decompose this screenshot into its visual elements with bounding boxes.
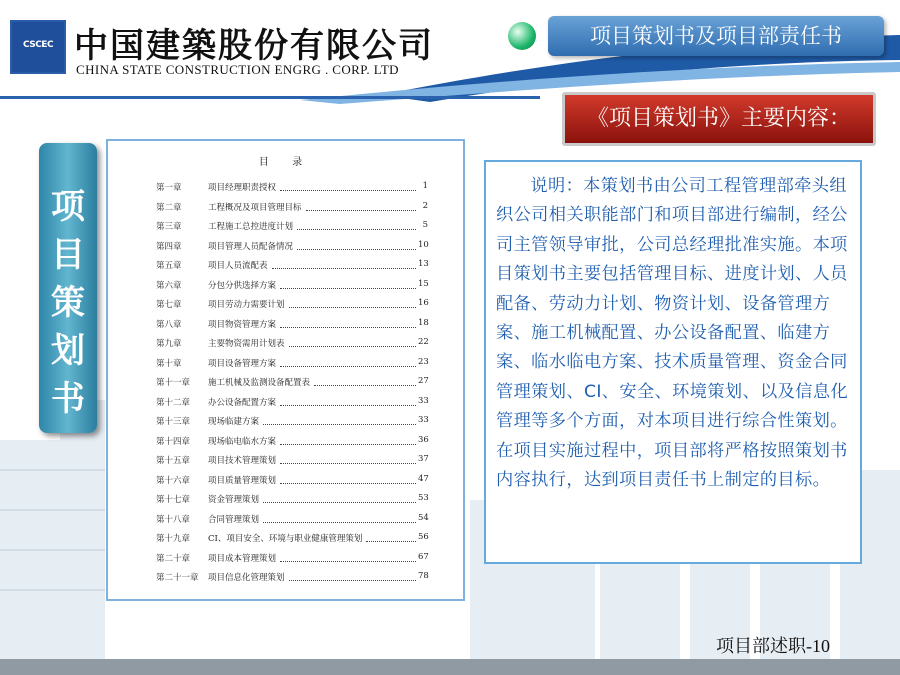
toc-item-name: 现场临电临水方案 [208,436,277,447]
toc-chapter: 第一章 [156,183,182,193]
toc-page-number: 13 [418,259,429,269]
toc-item-name: 资金管理策划 [208,495,260,505]
toc-page-number: 18 [418,317,429,328]
toc-page-number: 78 [418,571,429,581]
toc-item-name: 项目设备管理方案 [208,358,277,369]
toc-page-number: 37 [418,454,429,464]
toc-leader-dots [272,259,416,269]
toc-item-name: 项目成本管理策划 [208,553,277,564]
slide-title: 项目策划书及项目部责任书 [548,16,884,56]
toc-leader-dots [297,240,416,250]
toc-page-number: 54 [418,512,429,523]
toc-row [156,454,428,468]
toc-row [156,532,428,546]
toc-row [156,201,428,215]
toc-row [156,376,428,390]
toc-item-name: 现场临建方案 [208,417,260,427]
toc-chapter: 第二十章 [156,553,191,564]
company-logo [10,20,66,74]
toc-item-name: 项目信息化管理策划 [208,573,285,583]
toc-item-name: 项目物资管理方案 [208,319,277,330]
toc-leader-dots [280,454,416,464]
toc-item-name: 项目经理职责授权 [208,183,277,193]
toc-chapter: 第二章 [156,202,182,213]
toc-row [156,259,428,273]
toc-item-name: 项目管理人员配备情况 [208,241,294,252]
side-tab [39,143,97,433]
company-name-en: CHINA STATE CONSTRUCTION ENGRG . CORP. LTD [76,62,399,77]
toc-chapter: 第十八章 [156,514,191,525]
toc-row [156,298,428,312]
toc-leader-dots [289,298,416,308]
toc-chapter: 第五章 [156,261,182,271]
toc-chapter: 第九章 [156,339,182,349]
toc-chapter: 第十九章 [156,534,191,544]
toc-leader-dots [280,181,416,191]
toc-leader-dots [306,201,416,211]
toc-row [156,220,428,234]
toc-leader-dots [297,220,416,230]
toc-item-name: 施工机械及监测设备配置表 [208,378,311,388]
bottom-bar [0,659,900,675]
toc-page-number: 23 [418,356,429,367]
toc-chapter: 第二十一章 [156,573,199,583]
toc-chapter: 第六章 [156,280,182,291]
toc-chapter: 第四章 [156,241,182,252]
toc-page-number: 56 [418,532,429,542]
toc-item-name: 项目技术管理策划 [208,456,277,466]
toc-row [156,552,428,566]
toc-item-name: 主要物资需用计划表 [208,339,285,349]
toc-row [156,279,428,293]
toc-row [156,396,428,410]
logo-text: CSCEC [22,40,54,50]
toc-chapter: 第七章 [156,300,182,310]
toc-row [156,181,428,195]
toc-item-name: 分包分供选择方案 [208,280,277,291]
toc-chapter: 第十五章 [156,456,191,466]
toc-item-name: 办公设备配置方案 [208,397,277,408]
toc-item-name: 项目劳动力需要计划 [208,300,285,310]
toc-leader-dots [366,532,416,542]
toc-page-number: 67 [418,551,429,562]
toc-row [156,415,428,429]
toc-leader-dots [263,513,416,523]
toc-item-name: 项目人员流配表 [208,261,268,271]
description-box [484,160,862,564]
toc-item-name: 工程施工总控进度计划 [208,222,294,232]
side-tab-label: 项 目 策 划 书 [51,187,85,419]
toc-heading: 目 录 [258,157,313,168]
toc-leader-dots [289,571,416,581]
toc-row [156,240,428,254]
toc-leader-dots [280,279,416,289]
toc-page-number: 27 [418,376,429,386]
toc-row [156,337,428,351]
toc-item-name: 合同管理策划 [208,514,260,525]
toc-page-number: 1 [422,181,428,191]
toc-leader-dots [314,376,416,386]
toc-document [106,139,465,601]
toc-leader-dots [289,337,416,347]
toc-chapter: 第三章 [156,222,182,232]
toc-page-number: 47 [418,473,429,484]
section-heading: 《项目策划书》主要内容： [562,92,876,146]
toc-chapter: 第十章 [156,358,182,369]
toc-leader-dots [280,396,416,406]
green-ball-icon [508,22,536,50]
toc-page-number: 36 [418,434,429,445]
toc-page-number: 33 [418,415,429,425]
toc-chapter: 第十一章 [156,378,191,388]
company-name-cn: 中国建築股份有限公司 [74,26,434,66]
toc-page-number: 16 [418,298,429,308]
toc-chapter: 第十二章 [156,397,191,408]
toc-leader-dots [280,357,416,367]
toc-row [156,493,428,507]
toc-leader-dots [280,435,416,445]
toc-page-number: 53 [418,493,429,503]
toc-leader-dots [280,318,416,328]
toc-item-name: 项目质量管理策划 [208,475,277,486]
toc-row [156,435,428,449]
toc-chapter: 第十七章 [156,495,191,505]
toc-row [156,357,428,371]
toc-chapter: 第十三章 [156,417,191,427]
toc-item-name: 工程概况及项目管理目标 [208,202,302,213]
toc-page-number: 15 [418,278,429,289]
toc-leader-dots [280,552,416,562]
page-footer: 项目部述职-10 [716,636,830,656]
toc-page-number: 10 [418,239,429,250]
toc-chapter: 第十六章 [156,475,191,486]
toc-leader-dots [280,474,416,484]
toc-row [156,513,428,527]
toc-leader-dots [263,493,416,503]
toc-item-name: CI、项目安全、环境与职业健康管理策划 [208,534,363,544]
toc-row [156,571,428,585]
toc-chapter: 第八章 [156,319,182,330]
toc-leader-dots [263,415,416,425]
toc-page-number: 5 [422,220,428,230]
toc-row [156,318,428,332]
toc-chapter: 第十四章 [156,436,191,447]
toc-page-number: 2 [422,200,428,211]
toc-page-number: 33 [418,395,429,406]
toc-page-number: 22 [418,337,429,347]
description-text: 说明：本策划书由公司工程管理部牵头组织公司相关职能部门和项目部进行编制，经公司主管领导审批，公司总经理批准实施。本项目策划书主要包括管理目标、进度计划、人员配备、劳动力计划、物资计划、设备管理方案、施工机械配置、办公设备配置、临建方案、临水临电方案、技术质量管理、资金合同管理策划、CI、安全、环境策划、以及信息化管理等多个方面，对本项目进行综合性策划。在项目实施过程中，项目部将严格按照策划书内容执行，达到项目责任书上制定的目标。 [496,176,849,491]
toc-row [156,474,428,488]
